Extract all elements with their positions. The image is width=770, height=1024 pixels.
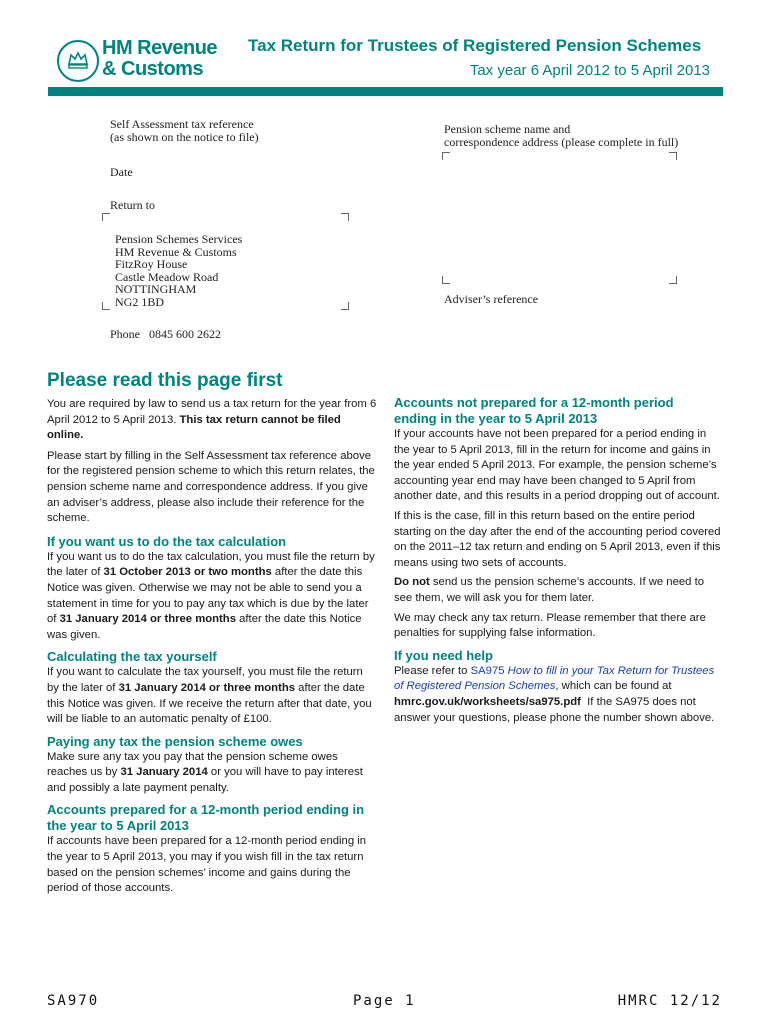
page-title: Tax Return for Trustees of Registered Pension Schemes bbox=[248, 36, 702, 55]
right-column bbox=[394, 395, 724, 726]
scheme-box-corner bbox=[669, 276, 677, 284]
not-prepared-paragraph-1: If your accounts have not been prepared for a period ending in the year to 5 April 2013, fill in the return for income and gains in the year ended 5 April 2013. For example, the pension scheme’s accounting year end may have been changed to 5 April from another date, and this results in a period dropping out of account. bbox=[394, 428, 720, 503]
calc-heading: If you want us to do the tax calculation bbox=[47, 533, 287, 549]
phone: Phone 0845 600 2622 bbox=[110, 327, 221, 341]
accounts-prepared-paragraph: If accounts have been prepared for a 12-month period ending in the year to 5 April 2013, you may if you wish fill in the tax return based on the pension schemes’ income and gains during the period of those accounts. bbox=[47, 835, 367, 895]
sa975-title-link[interactable]: How to fill in your Tax Return for Trustees of Registered Pension Schemes bbox=[394, 664, 715, 693]
help-paragraph: Please refer to SA975 How to fill in your Tax Return for Trustees of Registered Pension Schemes, which can be found at hmrc.gov.uk/worksheets/sa975.pdf If the SA975 does not answer your questions, please phone the number shown above. bbox=[394, 664, 715, 724]
crest-icon bbox=[57, 40, 99, 82]
self-calc-heading: Calculating the tax yourself bbox=[47, 649, 217, 665]
return-to-label: Return to bbox=[110, 198, 155, 212]
left-column bbox=[47, 370, 377, 897]
hmrc-url[interactable]: hmrc.gov.uk/worksheets/sa975.pdf bbox=[394, 695, 581, 708]
address-box-corner bbox=[341, 302, 349, 310]
not-prepared-paragraph-3: Do not send us the pension scheme’s accounts. If we need to see them, we will ask you for them later. bbox=[394, 576, 704, 604]
form-version: HMRC 12/12 bbox=[617, 993, 722, 1009]
help-heading: If you need help bbox=[394, 647, 493, 663]
scheme-box-corner bbox=[442, 152, 450, 160]
page-number: Page 1 bbox=[353, 993, 416, 1009]
scheme-box-corner bbox=[669, 152, 677, 160]
intro-paragraph: You are required by law to send us a tax return for the year from 6 April 2012 to 5 April 2013. This tax return cannot be filed online. bbox=[47, 398, 377, 442]
tax-year: Tax year 6 April 2012 to 5 April 2013 bbox=[469, 62, 710, 79]
instructions-paragraph: Please start by filling in the Self Assessment tax reference above for the registered pension scheme to which this return relates, the pension scheme name and correspondence address. If you give an adviser’s address, please also include their reference for the scheme. bbox=[47, 449, 375, 525]
logo-text bbox=[102, 38, 217, 80]
logo-line2: & Customs bbox=[102, 58, 204, 80]
logo-line1: HM Revenue bbox=[102, 37, 218, 59]
scheme-box-corner bbox=[442, 276, 450, 284]
not-prepared-paragraph-4: We may check any tax return. Please remember that there are penalties for supplying false information. bbox=[394, 611, 706, 640]
scheme-name-label: Pension scheme name and correspondence address (please complete in full) bbox=[444, 122, 679, 149]
date-label: Date bbox=[110, 165, 133, 179]
sa975-link[interactable]: SA975 bbox=[470, 664, 508, 677]
address-box-corner bbox=[341, 213, 349, 221]
accounts-not-prepared-heading: Accounts not prepared for a 12-month period ending in the year to 5 April 2013 bbox=[394, 395, 674, 426]
accounts-prepared-heading: Accounts prepared for a 12-month period ending in the year to 5 April 2013 bbox=[47, 802, 365, 834]
address-box-corner bbox=[102, 302, 110, 310]
paying-paragraph: Make sure any tax you pay that the pension scheme owes reaches us by 31 January 2014 or you will have to pay interest and possibly a late payment penalty. bbox=[47, 750, 363, 794]
self-calc-paragraph: If you want to calculate the tax yourself, you must file the return by the later of 31 January 2014 or three months after the date this Notice was given. If we receive the return after that date, you will be liable to an automatic penalty of £100. bbox=[47, 666, 372, 726]
sa-reference-label: Self Assessment tax reference (as shown on the notice to file) bbox=[110, 117, 259, 144]
adviser-reference-label: Adviser’s reference bbox=[444, 292, 539, 306]
paying-heading: Paying any tax the pension scheme owes bbox=[47, 733, 303, 749]
not-prepared-paragraph-2: If this is the case, fill in this return based on the entire period starting on the day after the end of the accounting period covered on the 2011–12 tax return and ending on 5 April 2013, even if this means using two sets of accounts. bbox=[394, 509, 721, 569]
page-heading: Please read this page first bbox=[47, 370, 283, 391]
form-code: SA970 bbox=[47, 993, 100, 1009]
address-box-corner bbox=[102, 213, 110, 221]
calc-paragraph: If you want us to do the tax calculation, you must file the return by the later of 31 October 2013 or two months after the date this Notice was given. Otherwise we may not be able to send you a statement in time for you to pay any tax which is due by the later of 31 January 2014 or three months after the date this Notice was given. bbox=[47, 550, 375, 641]
header-rule bbox=[48, 87, 723, 96]
return-address: Pension Schemes Services HM Revenue & Customs FitzRoy House Castle Meadow Road NOTTINGHAM NG2 1BD bbox=[115, 232, 243, 309]
